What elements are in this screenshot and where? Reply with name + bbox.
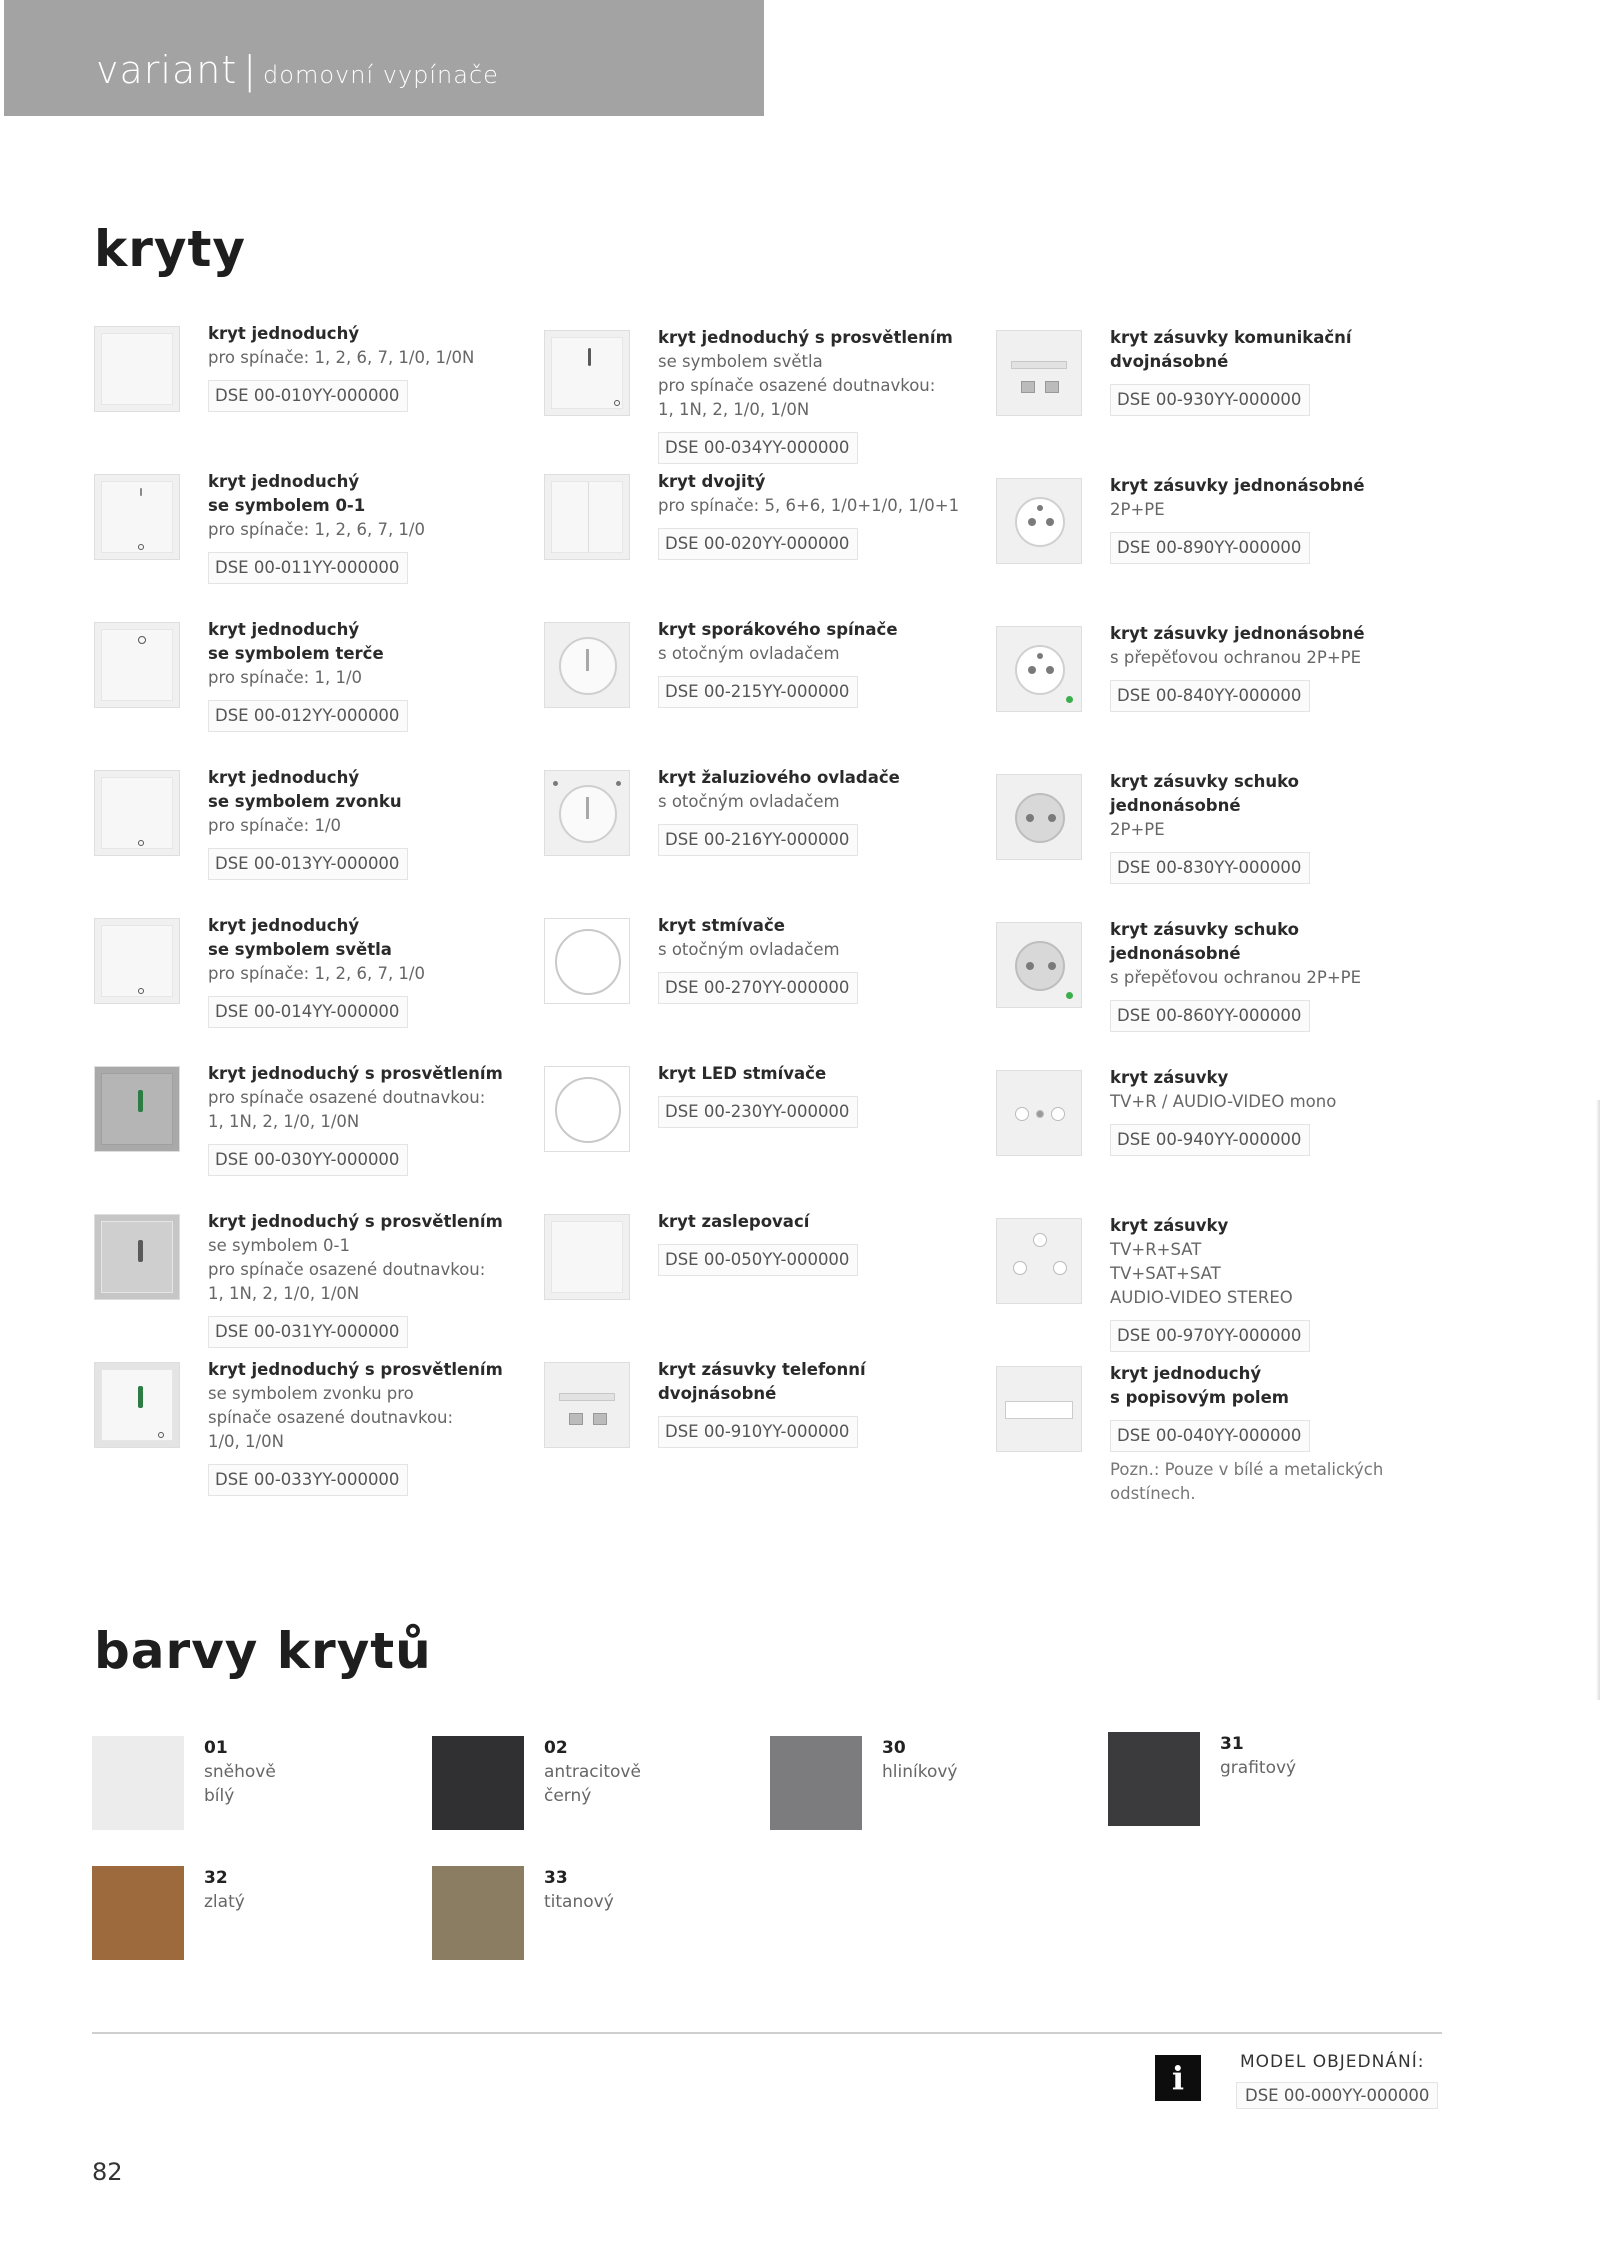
color-name: titanový bbox=[544, 1892, 614, 1912]
footer-divider bbox=[92, 2032, 1442, 2034]
product-name: kryt jednoduchý s prosvětlením bbox=[658, 328, 953, 347]
product-code: DSE 00-013YY-000000 bbox=[208, 848, 408, 880]
color-swatch-30 bbox=[770, 1736, 862, 1830]
product-name: kryt žaluziového ovladače bbox=[658, 768, 900, 787]
product-desc-2: pro spínače: 1, 2, 6, 7, 1/0 bbox=[208, 964, 425, 983]
product-code: DSE 00-034YY-000000 bbox=[658, 432, 858, 464]
product-desc: se symbolem 0-1 bbox=[208, 1236, 350, 1255]
product-code: DSE 00-020YY-000000 bbox=[658, 528, 858, 560]
product-desc-2: 1, 1N, 2, 1/0, 1/0N bbox=[208, 1112, 360, 1131]
product-desc-2: pro spínače osazené doutnavkou: bbox=[658, 376, 936, 395]
product-code: DSE 00-970YY-000000 bbox=[1110, 1320, 1310, 1352]
product-code: DSE 00-012YY-000000 bbox=[208, 700, 408, 732]
color-name: sněhově bbox=[204, 1762, 276, 1782]
product-desc: s přepěťovou ochranou 2P+PE bbox=[1110, 968, 1362, 987]
color-label-33 bbox=[544, 1866, 614, 1914]
product-desc-3: 1/0, 1/0N bbox=[208, 1432, 284, 1451]
product-name: kryt jednoduchý s prosvětlením bbox=[208, 1212, 503, 1231]
product-code: DSE 00-014YY-000000 bbox=[208, 996, 408, 1028]
product-code: DSE 00-930YY-000000 bbox=[1110, 384, 1310, 416]
product-desc: se symbolem světla bbox=[658, 352, 823, 371]
product-name: kryt jednoduchý bbox=[208, 324, 360, 343]
order-model-label: MODEL OBJEDNÁNÍ: bbox=[1240, 2052, 1425, 2072]
color-number: 32 bbox=[204, 1868, 228, 1888]
product-name: kryt dvojitý bbox=[658, 472, 766, 491]
color-label-02 bbox=[544, 1736, 641, 1808]
color-number: 01 bbox=[204, 1738, 228, 1758]
symbol-0-1-icon bbox=[94, 474, 180, 560]
product-name: kryt zásuvky bbox=[1110, 1068, 1229, 1087]
product-name: kryt LED stmívače bbox=[658, 1064, 827, 1083]
color-number: 30 bbox=[882, 1738, 906, 1758]
product-name-2: s popisovým polem bbox=[1110, 1388, 1289, 1407]
section-title-covers: kryty bbox=[94, 220, 246, 278]
tv-sat-socket-icon bbox=[996, 1218, 1082, 1304]
product-desc-3: 1, 1N, 2, 1/0, 1/0N bbox=[208, 1284, 360, 1303]
color-number: 31 bbox=[1220, 1734, 1244, 1754]
illuminated-bell-icon bbox=[94, 1362, 180, 1448]
phone-socket-icon bbox=[544, 1362, 630, 1448]
product-desc: TV+R / AUDIO-VIDEO mono bbox=[1110, 1092, 1337, 1111]
order-model-code: DSE 00-000YY-000000 bbox=[1236, 2082, 1438, 2109]
product-desc: se symbolem zvonku pro bbox=[208, 1384, 414, 1403]
product-desc-2: pro spínače: 1, 2, 6, 7, 1/0 bbox=[208, 520, 425, 539]
product-name: kryt jednoduchý bbox=[1110, 1364, 1262, 1383]
product-desc: pro spínače: 5, 6+6, 1/0+1/0, 1/0+1 bbox=[658, 496, 960, 515]
color-swatch-01 bbox=[92, 1736, 184, 1830]
product-name: kryt zásuvky schuko bbox=[1110, 920, 1299, 939]
product-code: DSE 00-940YY-000000 bbox=[1110, 1124, 1310, 1156]
color-number: 33 bbox=[544, 1868, 568, 1888]
product-code: DSE 00-033YY-000000 bbox=[208, 1464, 408, 1496]
product-desc: 2P+PE bbox=[1110, 820, 1165, 839]
light-symbol-icon bbox=[94, 918, 180, 1004]
product-name: kryt jednoduchý bbox=[208, 620, 360, 639]
product-name-2: jednonásobné bbox=[1110, 944, 1241, 963]
product-name: kryt jednoduchý bbox=[208, 472, 360, 491]
page-number: 82 bbox=[92, 2158, 123, 2186]
info-icon: i bbox=[1155, 2055, 1201, 2101]
blank-cover-icon bbox=[544, 1214, 630, 1300]
product-name: kryt zásuvky jednonásobné bbox=[1110, 624, 1365, 643]
product-code: DSE 00-040YY-000000 bbox=[1110, 1420, 1310, 1452]
product-name: kryt zásuvky komunikační bbox=[1110, 328, 1352, 347]
product-desc: se symbolem světla bbox=[208, 940, 392, 959]
color-swatch-33 bbox=[432, 1866, 524, 1960]
stove-knob-icon bbox=[544, 622, 630, 708]
page-header bbox=[4, 0, 764, 116]
color-name: zlatý bbox=[204, 1892, 245, 1912]
color-name-2: černý bbox=[544, 1786, 592, 1806]
product-code: DSE 00-010YY-000000 bbox=[208, 380, 408, 412]
socket-icon bbox=[996, 478, 1082, 564]
product-code: DSE 00-270YY-000000 bbox=[658, 972, 858, 1004]
product-code: DSE 00-216YY-000000 bbox=[658, 824, 858, 856]
double-cover-icon bbox=[544, 474, 630, 560]
product-name: kryt jednoduchý s prosvětlením bbox=[208, 1064, 503, 1083]
color-swatch-02 bbox=[432, 1736, 524, 1830]
schuko-icon bbox=[996, 774, 1082, 860]
dimmer-icon bbox=[544, 918, 630, 1004]
product-desc: se symbolem 0-1 bbox=[208, 496, 366, 515]
product-name: kryt jednoduchý s prosvětlením bbox=[208, 1360, 503, 1379]
color-label-32 bbox=[204, 1866, 245, 1914]
product-name: kryt zásuvky telefonní bbox=[658, 1360, 866, 1379]
color-label-30 bbox=[882, 1736, 957, 1784]
bell-symbol-icon bbox=[94, 770, 180, 856]
product-desc: 2P+PE bbox=[1110, 500, 1165, 519]
product-name: kryt zaslepovací bbox=[658, 1212, 810, 1231]
product-name: kryt zásuvky schuko bbox=[1110, 772, 1299, 791]
plain-cover-icon bbox=[94, 326, 180, 412]
product-desc-3: 1, 1N, 2, 1/0, 1/0N bbox=[658, 400, 810, 419]
color-name: antracitově bbox=[544, 1762, 641, 1782]
schuko-surge-icon bbox=[996, 922, 1082, 1008]
color-label-31 bbox=[1220, 1732, 1296, 1780]
product-code: DSE 00-215YY-000000 bbox=[658, 676, 858, 708]
product-desc-2: pro spínače: 1, 1/0 bbox=[208, 668, 363, 687]
product-desc-2: TV+SAT+SAT bbox=[1110, 1264, 1221, 1283]
product-name: kryt zásuvky bbox=[1110, 1216, 1229, 1235]
page-edge-shadow bbox=[1596, 1100, 1600, 1700]
color-label-01 bbox=[204, 1736, 276, 1808]
color-name-2: bílý bbox=[204, 1786, 235, 1806]
product-code: DSE 00-910YY-000000 bbox=[658, 1416, 858, 1448]
product-name-2: jednonásobné bbox=[1110, 796, 1241, 815]
product-desc: s otočným ovladačem bbox=[658, 940, 840, 959]
product-desc-2: pro spínače: 1/0 bbox=[208, 816, 342, 835]
product-name: kryt stmívače bbox=[658, 916, 785, 935]
product-code: DSE 00-031YY-000000 bbox=[208, 1316, 408, 1348]
product-code: DSE 00-050YY-000000 bbox=[658, 1244, 858, 1276]
color-number: 02 bbox=[544, 1738, 568, 1758]
product-desc: s otočným ovladačem bbox=[658, 792, 840, 811]
header-subtitle: domovní vypínače bbox=[263, 61, 499, 89]
product-name-2: dvojnásobné bbox=[658, 1384, 777, 1403]
product-desc-3: AUDIO-VIDEO STEREO bbox=[1110, 1288, 1293, 1307]
product-note: Pozn.: Pouze v bílé a metalických odstínech. bbox=[1110, 1460, 1384, 1503]
product-name: kryt jednoduchý bbox=[208, 768, 360, 787]
illuminated-0-1-icon bbox=[94, 1214, 180, 1300]
product-desc: pro spínače osazené doutnavkou: bbox=[208, 1088, 486, 1107]
blind-knob-icon bbox=[544, 770, 630, 856]
product-name: kryt jednoduchý bbox=[208, 916, 360, 935]
product-code: DSE 00-890YY-000000 bbox=[1110, 532, 1310, 564]
color-name: grafitový bbox=[1220, 1758, 1297, 1778]
color-name: hliníkový bbox=[882, 1762, 958, 1782]
color-swatch-32 bbox=[92, 1866, 184, 1960]
illuminated-light-icon bbox=[544, 330, 630, 416]
illuminated-icon bbox=[94, 1066, 180, 1152]
comm-socket-icon bbox=[996, 330, 1082, 416]
target-symbol-icon bbox=[94, 622, 180, 708]
tv-socket-icon bbox=[996, 1070, 1082, 1156]
product-code: DSE 00-840YY-000000 bbox=[1110, 680, 1310, 712]
brand-name: variant bbox=[96, 48, 238, 92]
color-swatch-31 bbox=[1108, 1732, 1200, 1826]
header-separator: | bbox=[243, 48, 258, 92]
product-desc: TV+R+SAT bbox=[1110, 1240, 1202, 1259]
product-code: DSE 00-860YY-000000 bbox=[1110, 1000, 1310, 1032]
section-title-colors: barvy krytů bbox=[94, 1622, 432, 1680]
product-desc: s otočným ovladačem bbox=[658, 644, 840, 663]
led-dimmer-icon bbox=[544, 1066, 630, 1152]
product-code: DSE 00-230YY-000000 bbox=[658, 1096, 858, 1128]
socket-surge-icon bbox=[996, 626, 1082, 712]
product-code: DSE 00-030YY-000000 bbox=[208, 1144, 408, 1176]
product-name: kryt sporákového spínače bbox=[658, 620, 898, 639]
product-code: DSE 00-830YY-000000 bbox=[1110, 852, 1310, 884]
product-code: DSE 00-011YY-000000 bbox=[208, 552, 408, 584]
product-desc-2: pro spínače osazené doutnavkou: bbox=[208, 1260, 486, 1279]
product-desc: s přepěťovou ochranou 2P+PE bbox=[1110, 648, 1362, 667]
product-desc: pro spínače: 1, 2, 6, 7, 1/0, 1/0N bbox=[208, 348, 475, 367]
brand-title bbox=[96, 48, 499, 92]
product-desc: se symbolem terče bbox=[208, 644, 384, 663]
product-desc-2: spínače osazené doutnavkou: bbox=[208, 1408, 454, 1427]
product-desc: se symbolem zvonku bbox=[208, 792, 402, 811]
product-name: kryt zásuvky jednonásobné bbox=[1110, 476, 1365, 495]
label-cover-icon bbox=[996, 1366, 1082, 1452]
product-name-2: dvojnásobné bbox=[1110, 352, 1229, 371]
